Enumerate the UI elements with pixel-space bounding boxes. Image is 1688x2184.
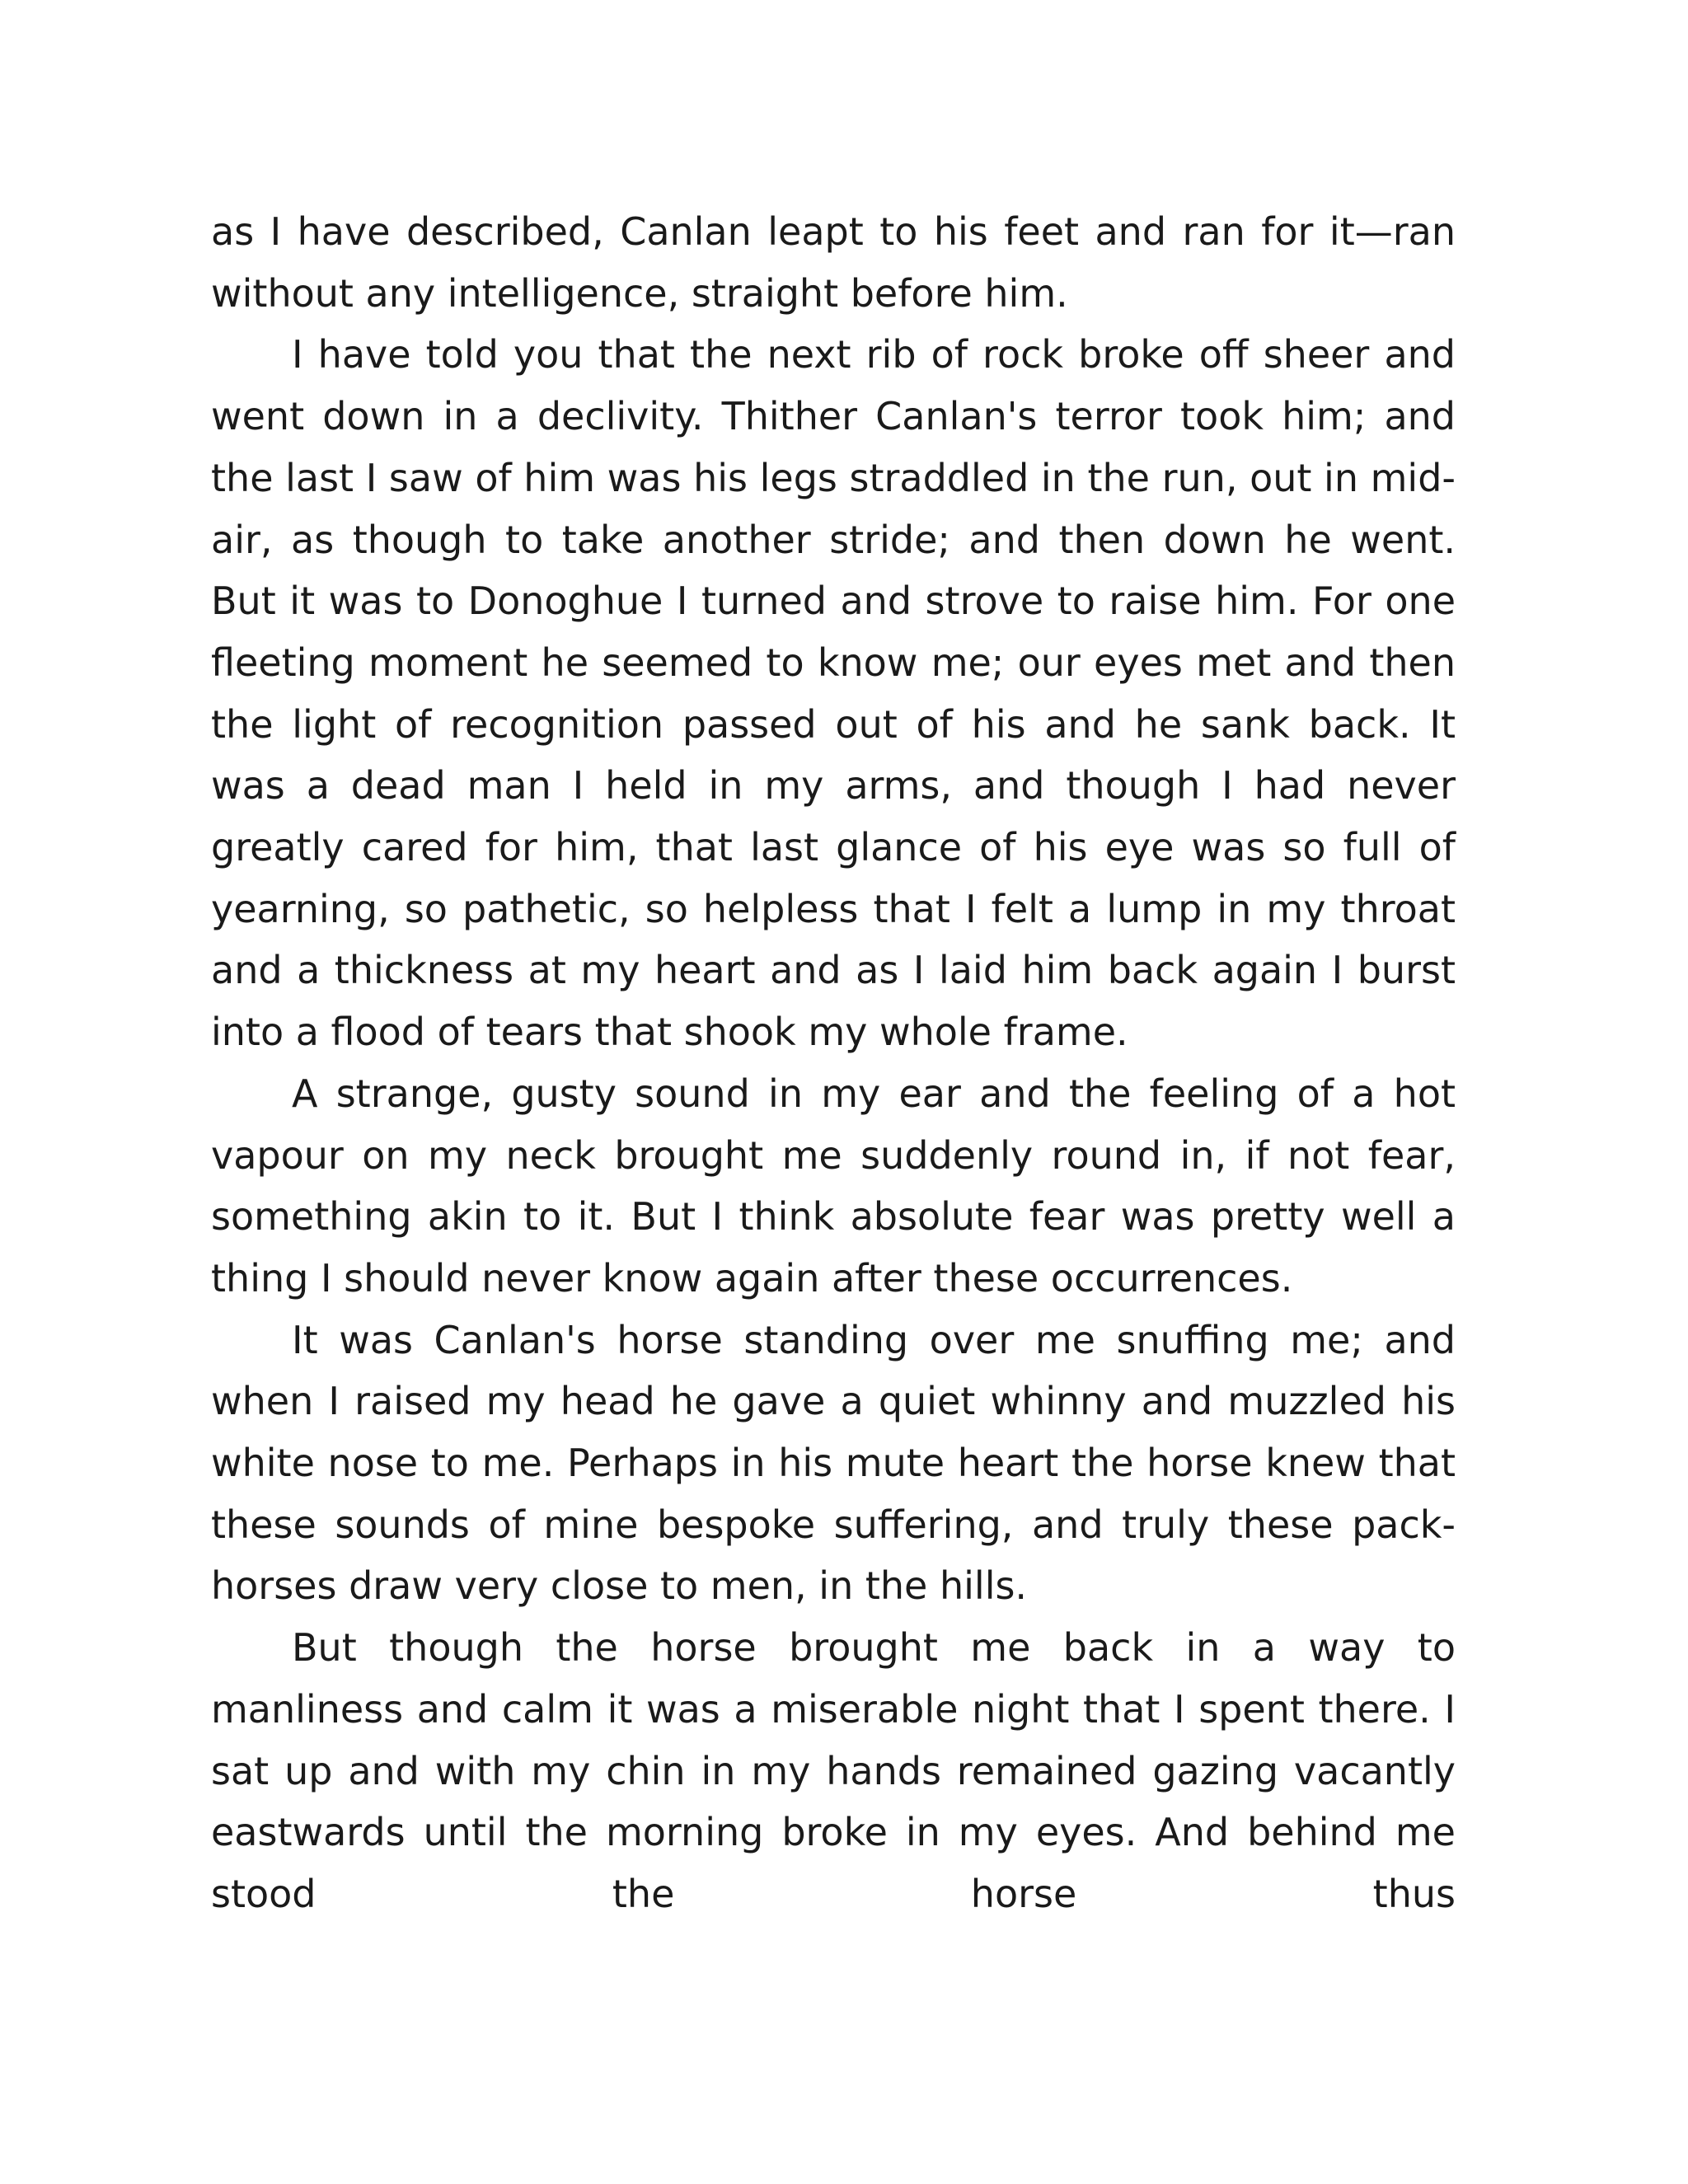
paragraph-4: It was Canlan's horse standing over me snuffing me; and when I raised my head he gave a quiet whinny and muzzled his white nose to me. Perhaps in his mute heart the horse knew that these sounds of mine bespoke suffering, and truly these pack-horses draw very close to men, in the hills.	[211, 1317, 1456, 1609]
body-text	[211, 201, 1456, 1925]
paragraph-2: I have told you that the next rib of rock broke off sheer and went down in a declivity. Thither Canlan's terror took him; and the last I saw of him was his legs straddled in the run, out in mid-air, as though to take another stride; and then down he went. But it was to Donoghue I turned and strove to raise him. For one fleeting moment he seemed to know me; our eyes met and then the light of recognition passed out of his and he sank back. It was a dead man I held in my arms, and though I had never greatly cared for him, that last glance of his eye was so full of yearning, so pathetic, so helpless that I felt a lump in my throat and a thickness at my heart and as I laid him back again I burst into a flood of tears that shook my whole frame.	[211, 332, 1456, 1055]
paragraph-3: A strange, gusty sound in my ear and the feeling of a hot vapour on my neck brought me suddenly round in, if not fear, something akin to it. But I think absolute fear was pretty well a thing I should never know again after these occurrences.	[211, 1071, 1456, 1301]
paragraph-5: But though the horse brought me back in a way to manliness and calm it was a miserable night that I spent there. I sat up and with my chin in my hands remained gazing vacantly eastwards until the morning broke in my eyes. And behind me stood the horse thus	[211, 1625, 1456, 1916]
paragraph-1: as I have described, Canlan leapt to his feet and ran for it—ran without any intelligence, straight before him.	[211, 209, 1456, 316]
